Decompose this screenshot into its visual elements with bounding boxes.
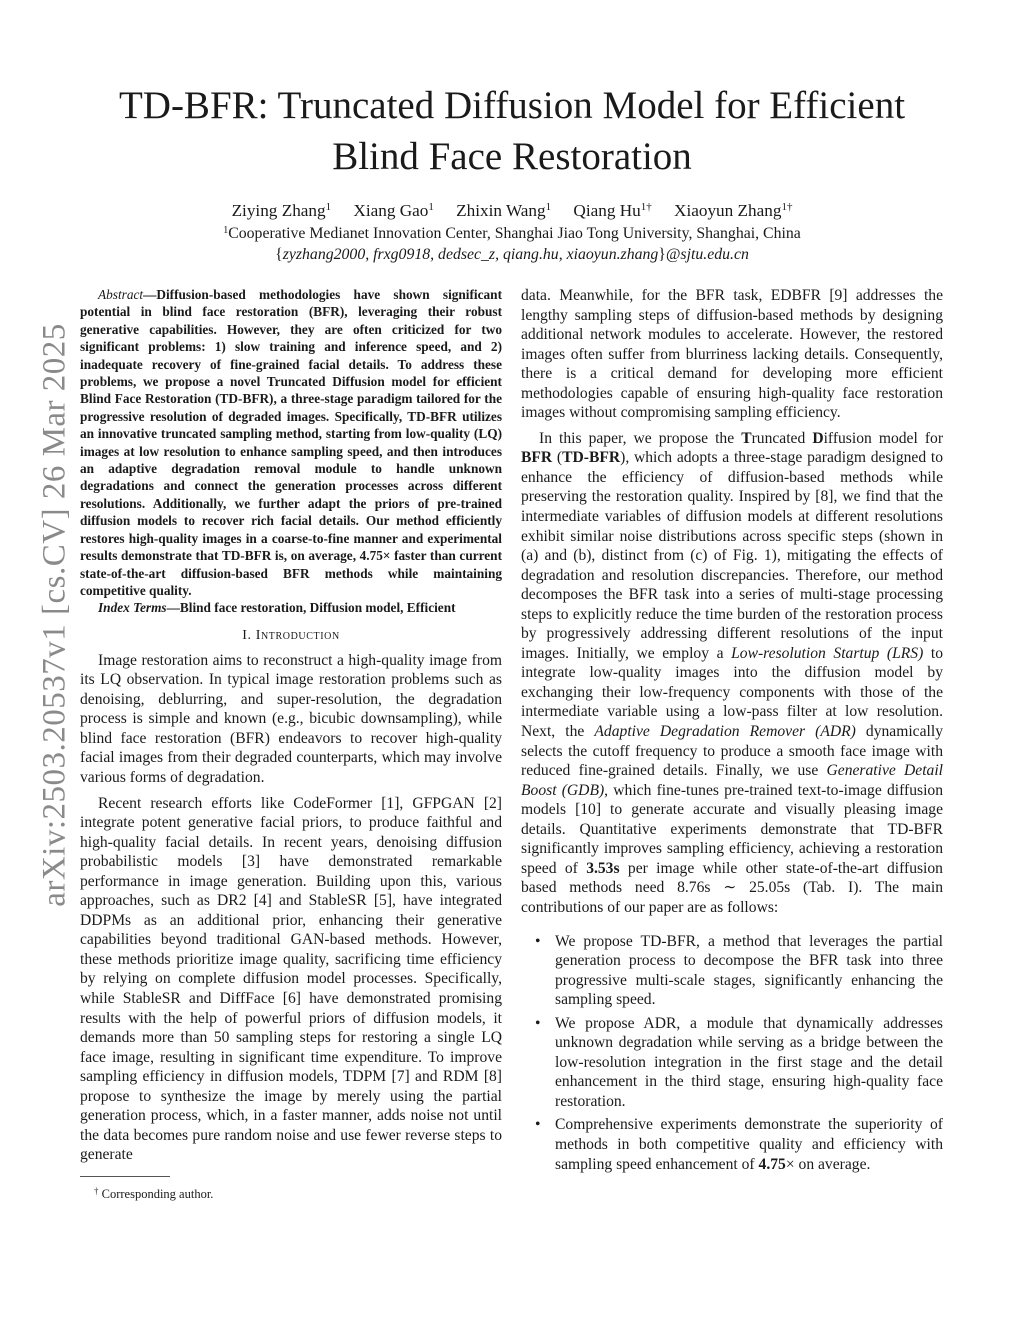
arxiv-identifier-text: arXiv:2503.20537v1 [cs.CV] 26 Mar 2025 (36, 323, 73, 907)
bullet-icon: • (535, 1116, 541, 1134)
bullet-icon: • (535, 932, 541, 950)
paragraph: Recent research efforts like CodeFormer [1], GFPGAN [2] integrate potent generative facial priors, to produce faithful and high-quality facial details. In recent years, denoising diffusion probabilistic models [3] have demonstrated remarkable performance in image generation. Building upon this, various approaches, such as DR2 [4] and StableSR [5], have integrated DDPMs as an additional prior, enhancing their generative capabilities beyond traditional GAN-based methods. However, these methods prioritize image quality, sacrificing time efficiency by relying on complete diffusion model processes. Specifically, while StableSR and DiffFace [6] have demonstrated promising results with the help of powerful priors of diffusion models, it demands more than 50 sampling steps for restoring a single LQ face image, resulting in significant time expenditure. To improve sampling efficiency in diffusion models, TDPM [7] and RDM [8] propose to synthesize the image by merely using the partial generation process, which, in a faster manner, adds noise not until the data becomes pure random noise and use fewer reverse steps to generate (80, 794, 502, 1164)
author-list (110, 200, 914, 222)
abstract: Abstract—Diffusion-based methodologies have shown significant potential in blind face restoration (BFR), leveraging their robust generative capabilities. However, they are often criticized for two significant problems: 1) slow training and inference speed, and 2) inadequate recovery of fine-grained facial details. To address these problems, we propose a novel Truncated Diffusion model for efficient Blind Face Restoration (TD-BFR), a three-stage paradigm tailored for the progressive resolution of degraded images. Specifically, TD-BFR utilizes an innovative truncated sampling method, starting from low-quality (LQ) images at low resolution to enhance sampling speed, and then introduces an adaptive degradation removal module to handle unknown degradations and connect the generation processes across different resolutions. Additionally, we further adapt the priors of pre-trained diffusion models to recover rich facial details. Our method efficiently restores high-quality images in a coarse-to-fine manner and experimental results demonstrate that TD-BFR is, on average, 4.75× faster than current state-of-the-art diffusion-based BFR methods while maintaining competitive quality. (80, 287, 502, 598)
paragraph: In this paper, we propose the Truncated Diffusion model for BFR (TD-BFR), which adopts a three-stage paradigm designed to enhance the efficiency of diffusion-based methods while preserving the restoration quality. Inspired by [8], we find that the intermediate variables of diffusion models at different resolutions exhibit similar noise distributions across specific steps (shown in (a) and (b), distinct from (c) of Fig. 1), mitigating the effects of degradation and resolution discrepancies. Therefore, our method decomposes the BFR task into a series of multi-stage processing steps to explicitly reduce the time burden of the restoration process by progressively addressing different resolutions of the input images. Initially, we employ a Low-resolution Startup (LRS) to integrate low-quality images into the diffusion model by exchanging their low-frequency components with those of the intermediate variable using a low-pass filter at low resolution. Next, the Adaptive Degradation Remover (ADR) dynamically selects the cutoff frequency to produce a smooth face image with reduced fine-grained details. Finally, we use Generative Detail Boost (GDB), which fine-tunes pre-trained text-to-image diffusion models [10] to generate accurate and visually pleasing image details. Quantitative experiments demonstrate that TD-BFR significantly improves sampling efficiency, achieving a restoration speed of 3.53s per image while other state-of-the-art diffusion based methods need 8.76s ∼ 25.05s (Tab. I). The main contributions of our paper are as follows: (521, 429, 944, 916)
section-heading: I. Introduction (242, 627, 340, 643)
introduction-body-continued (521, 286, 943, 918)
left-column (80, 286, 502, 1165)
author: Zhixin Wang$^1$ (456, 201, 552, 220)
index-terms: Index Terms—Blind face restoration, Diffusion model, Efficient (98, 600, 456, 616)
paper-title (80, 80, 944, 182)
paper-title-line-2: Blind Face Restoration (332, 135, 692, 178)
bullet-icon: • (535, 1014, 541, 1032)
list-item: • We propose TD-BFR, a method that leverages the partial generation process to decompose the BFR task into three progressive multi-scale stages, significantly enhancing the sampling speed. (535, 932, 943, 1009)
author-emails: {zyzhang2000, frxg0918, dedsec_z, qiang.hu, xiaoyun.zhang}@sjtu.edu.cn (275, 246, 749, 263)
footnote: † Corresponding author. (94, 1186, 214, 1201)
author: Xiang Gao$^1$ (353, 201, 434, 220)
author: Qiang $Hu^{1\dagger}$ (573, 201, 652, 220)
introduction-body (80, 651, 502, 1165)
footnote-divider (80, 1176, 170, 1177)
contribution-list (521, 932, 943, 1175)
list-item: • Comprehensive experiments demonstrate the superiority of methods in both competitive quality and efficiency with sampling speed enhancement of 4.75× on average. (535, 1116, 943, 1173)
paragraph: data. Meanwhile, for the BFR task, EDBFR [9] addresses the lengthy sampling steps of diffusion-based methods by designing additional network modules to accelerate. However, the restored images often suffer from blurriness lacking details. Consequently, there is a critical demand for developing more efficient methodologies capable of ensuring high-quality face restoration images without compromising sampling efficiency. (521, 287, 943, 422)
list-item: • We propose ADR, a module that dynamically addresses unknown degradation while serving as a bridge between the low-resolution integration in the first stage and the detail enhancement in the third stage, ensuring high-quality face restoration. (535, 1014, 943, 1110)
right-column (521, 286, 943, 1178)
affiliation: $^1$Cooperative Medianet Innovation Center, Shanghai Jiao Tong University, Shanghai, China (223, 225, 801, 242)
author: Xiaoyun Zhang$^{1\dagger}$ (674, 201, 793, 220)
paragraph: Image restoration aims to reconstruct a high-quality image from its LQ observation. In typical image restoration problems such as denoising, deblurring, and super-resolution, the degradation process is simple and known (e.g., bicubic downsampling), while blind face restoration (BFR) endeavors to recover high-quality facial images from their degraded counterparts, which may involve various forms of degradation. (80, 651, 502, 786)
author: Ziying Zhang$^1$ (231, 201, 332, 220)
paper-title-line-1: TD-BFR: Truncated Diffusion Model for Efficient (118, 84, 906, 127)
